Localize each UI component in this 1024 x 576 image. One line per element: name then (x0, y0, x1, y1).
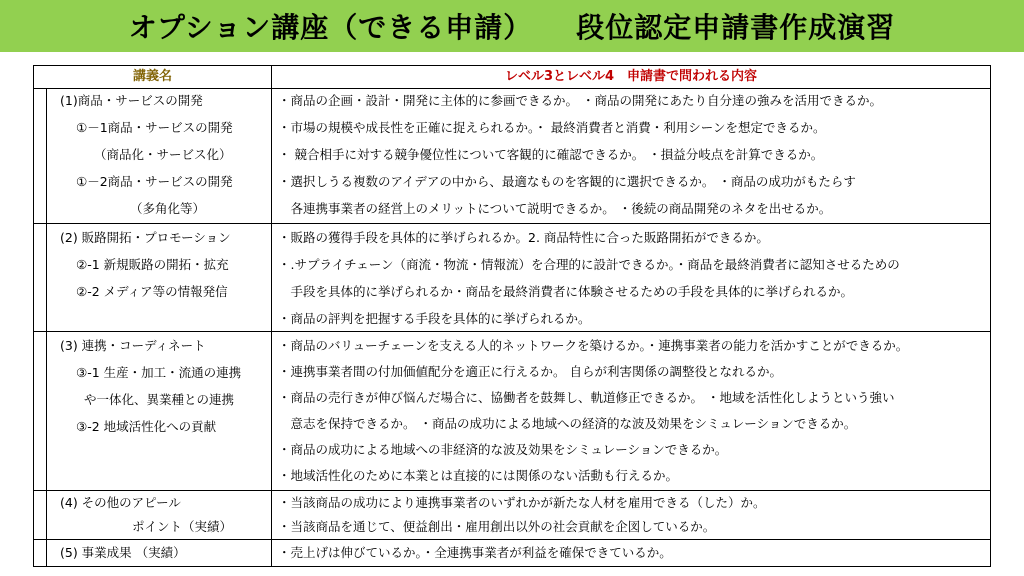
lecture-subitem: ポイント（実績） (132, 519, 233, 534)
criteria-line: ・選択しうる複数のアイデアの中から、最適なものを客観的に選択できるか。 ・商品の成功がもたらす (278, 174, 856, 189)
table-row-section-4 (34, 491, 990, 540)
criteria-line: ・商品のバリューチェーンを支える人的ネットワークを築けるか。・連携事業者の能力を活かすことができるか。 (278, 338, 909, 353)
header-application-content: レベル3とレベル4 申請書で問われる内容 (504, 69, 758, 84)
criteria-line: ・当該商品の成功により連携事業者のいずれかが新たな人材を雇用できる（した）か。 (278, 495, 766, 510)
criteria-line: ・連携事業者間の付加価値配分を適正に行えるか。 自らが利害関係の調整役となれるか。 (278, 364, 782, 379)
criteria-line: ・商品の売行きが伸び悩んだ場合に、協働者を鼓舞し、軌道修正できるか。 ・地域を活性化しようという強い (278, 390, 895, 405)
table-row-section-3 (34, 332, 990, 491)
criteria-line: ・商品の成功による地域への非経済的な波及効果をシミュレーションできるか。 (278, 442, 728, 457)
criteria-cell (272, 540, 990, 566)
lecture-subitem: ①－1商品・サービスの開発 (76, 120, 233, 135)
lecture-heading: (4) その他のアピール (60, 495, 181, 510)
criteria-cell (272, 332, 990, 490)
criteria-cell (272, 224, 990, 331)
lecture-subitem: ③-1 生産・加工・流通の連携 (76, 365, 242, 380)
header-lecture-name: 講義名 (34, 66, 272, 88)
criteria-line: ・商品の評判を把握する手段を具体的に挙げられるか。 (278, 311, 591, 326)
lecture-name-cell (46, 540, 272, 566)
lecture-name-cell (46, 491, 272, 539)
criteria-line: ・当該商品を通じて、便益創出・雇用創出以外の社会貢献を企図しているか。 (278, 519, 716, 534)
lecture-name-cell (46, 332, 272, 490)
table-row-section-1 (34, 88, 990, 224)
criteria-line: ・地域活性化のために本業とは直接的には関係のない活動も行えるか。 (278, 468, 679, 483)
title-banner (0, 0, 1024, 52)
lecture-heading: (5) 事業成果 （実績） (60, 545, 186, 560)
page-title: オプション講座（できる申請） 段位認定申請書作成演習 (128, 11, 896, 44)
criteria-line: ・商品の企画・設計・開発に主体的に参画できるか。 ・商品の開発にあたり自分達の強みを活用できるか。 (278, 93, 882, 108)
criteria-cell (272, 491, 990, 539)
criteria-table (33, 65, 991, 567)
criteria-line: ・販路の獲得手段を具体的に挙げられるか。2. 商品特性に合った販路開拓ができるか。 (278, 230, 769, 245)
lecture-subitem: ②-2 メディア等の情報発信 (76, 284, 228, 299)
criteria-line: 手段を具体的に挙げられるか・商品を最終消費者に体験させるための手段を具体的に挙げられるか。 (278, 284, 854, 299)
lecture-subitem: ②-1 新規販路の開拓・拡充 (76, 257, 229, 272)
lecture-subitem: ①－2商品・サービスの開発 (76, 174, 233, 189)
lecture-subitem: や一体化、異業種との連携 (84, 392, 235, 407)
criteria-line: 各連携事業者の経営上のメリットについて説明できるか。 ・後続の商品開発のネタを出せるか。 (278, 201, 832, 216)
lecture-heading: (2) 販路開拓・プロモーション (60, 230, 231, 245)
criteria-line: ・.サプライチェーン（商流・物流・情報流）を合理的に設計できるか。・商品を最終消費者に認知させるための (278, 257, 900, 272)
criteria-line: ・ 競合相手に対する競争優位性について客観的に確認できるか。 ・損益分岐点を計算できるか。 (278, 147, 824, 162)
table-header (34, 66, 990, 89)
criteria-line: ・売上げは伸びているか。・全連携事業者が利益を確保できているか。 (278, 545, 672, 560)
lecture-heading: (1)商品・サービスの開発 (60, 93, 203, 108)
lecture-subitem: ③-2 地域活性化への貢献 (76, 419, 217, 434)
criteria-cell (272, 88, 990, 223)
criteria-line: 意志を保持できるか。 ・商品の成功による地域への経済的な波及効果をシミュレーションできるか。 (278, 416, 857, 431)
table-row-section-5 (34, 540, 990, 566)
table-row-section-2 (34, 224, 990, 332)
lecture-name-cell (46, 88, 272, 223)
lecture-name-cell (46, 224, 272, 331)
lecture-heading: (3) 連携・コーディネート (60, 338, 206, 353)
lecture-subitem: （商品化・サービス化） (94, 147, 232, 162)
criteria-line: ・市場の規模や成長性を正確に捉えられるか。・ 最終消費者と消費・利用シーンを想定できるか。 (278, 120, 826, 135)
lecture-subitem: （多角化等） (130, 201, 206, 216)
